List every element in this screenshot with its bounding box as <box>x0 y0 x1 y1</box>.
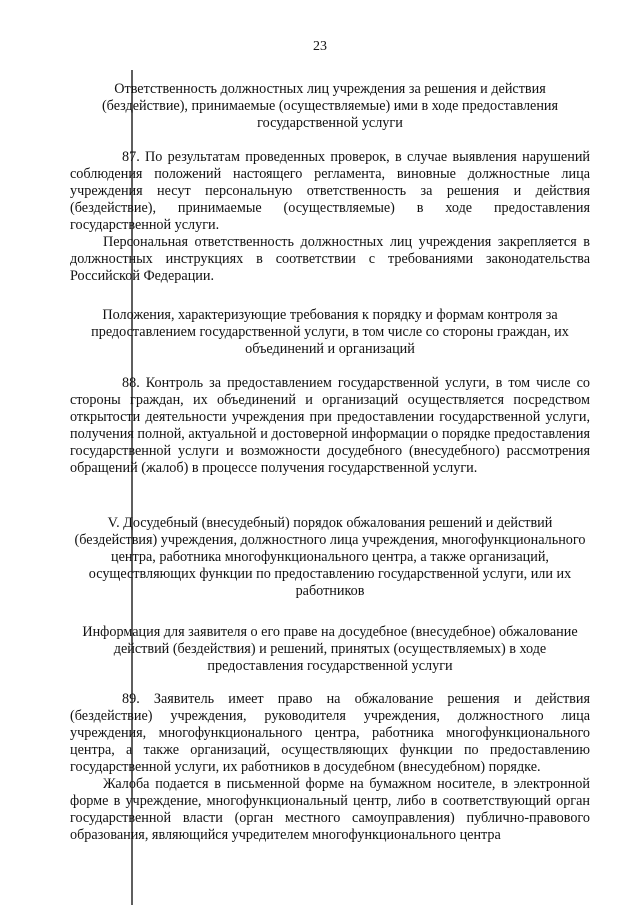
section-heading-control: Положения, характеризующие требования к порядку и формам контроля за предоставлением государственной услуги, в том числе со стороны граждан, их объединений и организаций <box>91 307 569 357</box>
paragraph-88: 88. Контроль за предоставлением государственной услуги, в том числе со стороны граждан, их объединений и организаций осуществляется посредством открытости деятельности учреждения при предоставлении государственной услуги, получения полной, актуальной и достоверной информации о порядке предоставления государственной услуги и возможности досудебного (внесудебного) рассмотрения обращений (жалоб) в процессе получения государственной услуги. <box>70 375 590 476</box>
page-number: 23 <box>313 39 327 54</box>
section-heading-appeal-info: Информация для заявителя о его праве на досудебное (внесудебное) обжалование действий (бездействия) и решений, принятых (осуществляемых) в ходе предоставления государственной услуги <box>82 624 578 674</box>
paragraph-89-continued: Жалоба подается в письменной форме на бумажном носителе, в электронной форме в учреждение, многофункциональный центр, либо в соответствующий орган государственной власти (орган местного самоуправления) публично-правового образования, являющийся учредителем многофункционального центра <box>70 776 590 843</box>
paragraph-87: 87. По результатам проведенных проверок, в случае выявления нарушений соблюдения положений настоящего регламента, виновные должностные лица учреждения несут персональную ответственность за решения и действия (бездействие), принимаемые (осуществляемые) в ходе предоставления государственной услуги. <box>70 149 590 233</box>
chapter-heading-v: V. Досудебный (внесудебный) порядок обжалования решений и действий (бездействия) учреждения, должностного лица учреждения, многофункционального центра, работника многофункционального центра, а также организаций, осуществляющих функции по предоставлению государственной услуги, или их работников <box>74 515 586 599</box>
paragraph-89: 89. Заявитель имеет право на обжалование решения и действия (бездействие) учреждения, руководителя учреждения, должностного лица учреждения, многофункционального центра, работника многофункционального центра, а также организаций, осуществляющих функции по предоставлению государственной услуги, их работников в досудебном (внесудебном) порядке. <box>70 691 590 775</box>
section-heading-responsibility: Ответственность должностных лиц учреждения за решения и действия (бездействие), принимаемые (осуществляемые) ими в ходе предоставления государственной услуги <box>101 81 559 131</box>
paragraph-87-continued: Персональная ответственность должностных лиц учреждения закрепляется в должностных инструкциях в соответствии с требованиями законодательства Российской Федерации. <box>70 234 590 284</box>
